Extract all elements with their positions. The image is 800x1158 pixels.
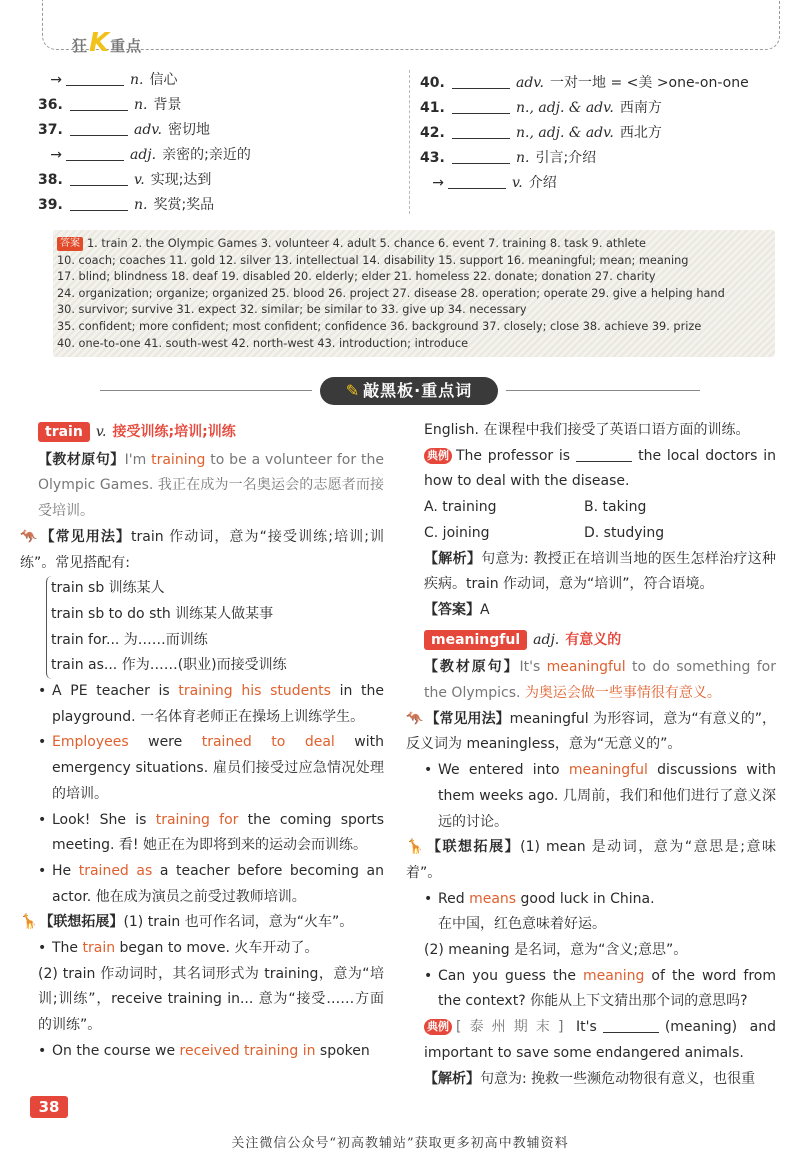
- answer-blank[interactable]: [452, 150, 510, 164]
- q2-b: (meaning) and important to save some endangered animals.: [424, 1019, 776, 1061]
- mf-ex2-b: good luck in China.: [516, 890, 655, 907]
- mf-ext1: (1) mean 是动词，意为“意思是;意味着”。: [406, 839, 776, 881]
- src-translation: 我正在成为一名奥运会的志愿者而接受培训。: [38, 477, 385, 520]
- vocab-row: [38, 143, 408, 168]
- mf-usage-text: meaningful 为形容词，意为“有意义的”，反义词为 meaningless，意为“无意义的”。: [406, 710, 777, 753]
- vocab-list-right: [420, 71, 780, 196]
- part-of-speech: adv.: [516, 75, 545, 91]
- usage-text: train 作动词，意为“接受训练;培训;训练”。常见搭配有:: [20, 528, 384, 571]
- vocab-number: 40.: [420, 75, 445, 91]
- ex3-a: Look! She is: [52, 811, 156, 828]
- answer-line-text: 30. survivor; survive 31. expect 32. similar; be similar to 33. give up 34. necessary: [57, 303, 527, 317]
- vocab-meaning: 奖赏;奖品: [153, 197, 215, 213]
- mf-example-1: [424, 758, 776, 835]
- mf-ex2-hl: means: [469, 890, 517, 907]
- ex5-hl: train: [82, 940, 116, 957]
- word-tag-meaningful: meaningful: [424, 630, 527, 650]
- q2-a: It's: [576, 1019, 597, 1036]
- option-d[interactable]: D. studying: [584, 524, 665, 541]
- ex6-b: spoken: [315, 1042, 370, 1059]
- answer-blank[interactable]: [448, 175, 506, 189]
- q1-a: The professor is: [456, 447, 571, 464]
- train-example-5: [38, 936, 384, 962]
- vocab-meaning: 亲密的;亲近的: [162, 147, 251, 163]
- word-tag-train: train: [38, 422, 90, 442]
- answer-line-text: 10. coach; coaches 11. gold 12. silver 13. intellectual 14. disability 15. support 16. meaningful; mean; meaning: [57, 253, 689, 267]
- train-example-6-cont: English. 在课程中我们接受了英语口语方面的训练。: [424, 422, 750, 438]
- mf-ex1-a: We entered into: [438, 762, 569, 779]
- mf-ex3-a: Can you guess the: [438, 967, 584, 984]
- ext1-text: (1) train 也可作名词，意为“火车”。: [123, 914, 354, 931]
- vocab-row: [38, 93, 408, 118]
- question-1: [424, 444, 776, 495]
- label-source: 【教材原句】: [38, 451, 125, 468]
- train-example-1: [38, 679, 384, 730]
- header-rule-right: [506, 390, 700, 391]
- part-of-speech: n.: [134, 197, 148, 213]
- collocation-item: train for... 为……而训练: [51, 631, 208, 648]
- answer-lines: [57, 236, 771, 352]
- mf-pos: adj.: [533, 631, 560, 648]
- ex2-a: were: [128, 734, 202, 751]
- src-text-b: to be a volunteer for the Olympic Games.: [38, 451, 384, 494]
- section-title: [320, 377, 498, 405]
- vocab-number: 38.: [38, 172, 63, 188]
- logo-post: 重点: [110, 37, 143, 55]
- ex4-hl: trained as: [78, 862, 153, 879]
- arrow-icon: →: [432, 175, 444, 191]
- question-2: [424, 1015, 776, 1066]
- answer-blank[interactable]: [452, 100, 510, 114]
- train-example-3: [38, 808, 384, 859]
- option-b[interactable]: B. taking: [584, 499, 647, 516]
- answer-line: [57, 286, 771, 303]
- answer-blank[interactable]: [452, 75, 510, 89]
- mf-src-b: to do something for the Olympics.: [424, 659, 776, 702]
- vocab-number: 39.: [38, 197, 63, 213]
- ex6-hl: received training in: [179, 1042, 316, 1059]
- train-meaning: 接受训练;培训;训练: [112, 424, 236, 440]
- collocation-item: train sb to do sth 训练某人做某事: [51, 605, 274, 622]
- ex6-a: On the course we: [52, 1042, 180, 1059]
- mf-ex3-hl: meaning: [583, 967, 645, 984]
- answer-line: [57, 269, 771, 286]
- analysis-text: 句意为: 教授正在培训当地的医生怎样治疗这种疾病。train 作动词，意为“培训”，符合语境。: [424, 550, 776, 593]
- vocab-row: [420, 96, 780, 121]
- train-extension-1: [20, 910, 384, 936]
- vocab-row: [420, 146, 780, 171]
- mf-example-3: [424, 964, 776, 1015]
- answer-line: [57, 302, 771, 319]
- mf-extension-2: (2) meaning 是名词，意为“含义;意思”。: [424, 942, 688, 959]
- option-c[interactable]: C. joining: [424, 524, 490, 541]
- train-extension-2: (2) train 作动词时，其名词形式为 training，意为“培训;训练”，receive training in... 意为“接受……方面的训练”。: [38, 965, 384, 1034]
- train-example-2: [38, 730, 384, 807]
- right-column: [406, 418, 777, 1092]
- ex1-a: A PE teacher is: [52, 683, 179, 700]
- column-divider: [409, 70, 410, 214]
- vocab-row: [38, 193, 408, 218]
- logo-k: K: [89, 28, 110, 58]
- mf-source-sentence: [424, 655, 776, 706]
- section-title-text: 敲黑板·重点词: [363, 381, 473, 400]
- ex3-hl: training for: [155, 811, 239, 828]
- q1-b: the local doctors in how to deal with the disease.: [424, 447, 776, 490]
- ex1-b: in the playground. 一名体育老师正在操场上训练学生。: [52, 683, 384, 725]
- vocab-row: [38, 168, 408, 193]
- answer-box: [53, 230, 775, 357]
- label-analysis-2: 【解析】: [424, 1070, 480, 1087]
- collocation-item: train as... 作为……(职业)而接受训练: [51, 657, 287, 674]
- train-example-4: [38, 859, 384, 910]
- vocab-row: [420, 171, 780, 196]
- mf-ex1-hl: meaningful: [568, 762, 648, 779]
- ex3-b: the coming sports meeting. 看! 她正在为即将到来的运动会而训练。: [52, 811, 384, 854]
- kangaroo-icon: 🦘: [406, 710, 424, 727]
- q1-analysis: [424, 547, 776, 598]
- label-answer: 【答案】: [424, 601, 480, 618]
- train-pos: v.: [95, 424, 107, 440]
- vocab-row: [38, 68, 408, 93]
- label-source-2: 【教材原句】: [424, 659, 520, 676]
- entry-meaningful-heading: [424, 628, 776, 654]
- label-extension-2: 【联想拓展】: [426, 839, 521, 856]
- answer-blank[interactable]: [70, 122, 128, 136]
- vocab-row: [420, 121, 780, 146]
- ex1-hl: training his students: [178, 683, 331, 700]
- train-usage: [20, 525, 384, 576]
- logo-pre: 狂: [72, 37, 89, 55]
- part-of-speech: adj.: [130, 147, 157, 163]
- collocation-item: train sb 训练某人: [51, 580, 165, 597]
- label-usage-2: 【常见用法】: [425, 710, 510, 727]
- part-of-speech: n.: [134, 97, 148, 113]
- kangaroo-icon: 🦒: [20, 914, 38, 931]
- part-of-speech: adv.: [134, 122, 163, 138]
- vocab-meaning: 介绍: [528, 175, 557, 191]
- mf-usage: [406, 707, 776, 758]
- q2-analysis: [424, 1067, 776, 1093]
- ex4-a: He: [52, 862, 79, 879]
- example-tag-2: 典例: [424, 1019, 452, 1035]
- example-tag: 典例: [424, 448, 452, 464]
- answer-line-text: 35. confident; more confident; most confident; confidence 36. background 37. closely; close 38. achieve 39. prize: [57, 319, 702, 333]
- answer-line: [57, 236, 771, 253]
- ex5-a: The: [52, 940, 83, 957]
- mf-ex2-a: Red: [438, 890, 470, 907]
- vocab-meaning: 密切地: [168, 122, 211, 138]
- footer-note: 关注微信公众号“初高教辅站”获取更多初高中教辅资料: [231, 1136, 569, 1151]
- answer-blank[interactable]: [70, 197, 128, 211]
- vocab-meaning: 一对一地 = <美 >one-on-one: [550, 75, 749, 91]
- mf-src-hl: meaningful: [546, 659, 626, 676]
- label-extension: 【联想拓展】: [39, 914, 124, 931]
- ex2-b: with emergency situations. 雇员们接受过应急情况处理的培训。: [52, 734, 384, 802]
- train-example-6: [38, 1039, 384, 1065]
- mf-ex3-b: of the word from the context? 你能从上下文猜出那个词的意思吗?: [438, 967, 776, 1010]
- arrow-icon: →: [50, 72, 62, 88]
- answer-text: A: [480, 601, 490, 618]
- vocab-row: [420, 71, 780, 96]
- answer-line: [57, 336, 771, 353]
- vocab-number: 36.: [38, 97, 63, 113]
- vocab-number: 37.: [38, 122, 63, 138]
- part-of-speech: n.: [516, 150, 530, 166]
- answer-line-text: 40. one-to-one 41. south-west 42. north-west 43. introduction; introduce: [57, 336, 469, 350]
- vocab-meaning: 引言;介绍: [535, 150, 597, 166]
- answer-line-text: 17. blind; blindness 18. deaf 19. disabled 20. elderly; elder 21. homeless 22. donate; donation 27. charity: [57, 270, 656, 284]
- part-of-speech: n., adj. & adv.: [516, 100, 614, 116]
- part-of-speech: v.: [512, 175, 523, 191]
- label-usage: 【常见用法】: [40, 528, 131, 545]
- answer-blank[interactable]: [66, 147, 124, 161]
- answer-line: [57, 253, 771, 270]
- q2-analysis-text: 句意为: 挽救一些濒危动物很有意义，也很重: [480, 1070, 756, 1087]
- left-column: [20, 420, 385, 1065]
- src-text-a: I'm: [124, 451, 152, 468]
- ex2-hl1: Employees: [52, 734, 129, 751]
- top-dashed-frame: [42, 0, 780, 50]
- vocab-row: [38, 118, 408, 143]
- q2-blank[interactable]: [603, 1019, 659, 1033]
- ex2-hl2: trained to deal: [201, 734, 335, 751]
- vocab-number: 42.: [420, 125, 445, 141]
- mf-example-2-translation: 在中国，红色意味着好运。: [438, 916, 606, 933]
- answer-line-text: 24. organization; organize; organized 25. blood 26. project 27. disease 28. operation; operate 29. give a helping hand: [57, 286, 725, 300]
- part-of-speech: n.: [130, 72, 144, 88]
- ex4-b: a teacher before becoming an actor. 他在成为演员之前受过教师培训。: [52, 862, 384, 905]
- answer-blank[interactable]: [452, 125, 510, 139]
- series-logo: [72, 30, 142, 56]
- entry-train-heading: [38, 420, 384, 446]
- train-source-sentence: [38, 448, 384, 525]
- mf-src-a: It's: [519, 659, 547, 676]
- vocab-meaning: 西南方: [619, 100, 662, 116]
- vocab-number: 41.: [420, 100, 445, 116]
- vocab-number: 43.: [420, 150, 445, 166]
- mf-meaning: 有意义的: [565, 631, 622, 648]
- part-of-speech: n., adj. & adv.: [516, 125, 614, 141]
- answer-blank[interactable]: [66, 72, 124, 86]
- answer-line: [57, 319, 771, 336]
- q2-source: [泰州期末]: [456, 1019, 564, 1036]
- answer-blank[interactable]: [70, 172, 128, 186]
- mf-ex1-b: discussions with them weeks ago. 几周前，我们和他们进行了意义深远的讨论。: [438, 762, 777, 830]
- answer-line-text: 1. train 2. the Olympic Games 3. volunteer 4. adult 5. chance 6. event 7. training 8. task 9. athlete: [87, 237, 646, 250]
- option-a[interactable]: A. training: [424, 499, 497, 516]
- q1-blank[interactable]: [576, 448, 632, 462]
- ex5-b: began to move. 火车开动了。: [115, 940, 319, 957]
- kangaroo-icon: 🦘: [20, 528, 39, 545]
- mf-example-2: [424, 887, 776, 913]
- arrow-icon: →: [50, 147, 62, 163]
- vocab-meaning: 实现;达到: [150, 172, 212, 188]
- giraffe-icon: 🦒: [406, 839, 425, 856]
- collocation-list: [46, 576, 384, 679]
- q1-options-row-2: [424, 521, 776, 547]
- q1-answer: [424, 598, 776, 624]
- answer-blank[interactable]: [70, 97, 128, 111]
- header-rule-left: [100, 390, 312, 391]
- vocab-meaning: 西北方: [619, 125, 662, 141]
- vocab-meaning: 背景: [153, 97, 182, 113]
- vocab-meaning: 信心: [149, 72, 178, 88]
- section-header: [100, 377, 700, 405]
- vocab-list-left: [38, 68, 408, 218]
- mf-extension-1: [406, 835, 776, 886]
- src-highlight: training: [151, 451, 206, 468]
- mf-src-cn: 为奥运会做一些事情很有意义。: [524, 685, 721, 702]
- answer-tag: 答案: [57, 237, 83, 251]
- pen-icon: ✎: [345, 381, 361, 400]
- label-analysis: 【解析】: [424, 550, 482, 567]
- part-of-speech: v.: [134, 172, 145, 188]
- page-number: 38: [30, 1096, 68, 1118]
- q1-options-row-1: [424, 495, 776, 521]
